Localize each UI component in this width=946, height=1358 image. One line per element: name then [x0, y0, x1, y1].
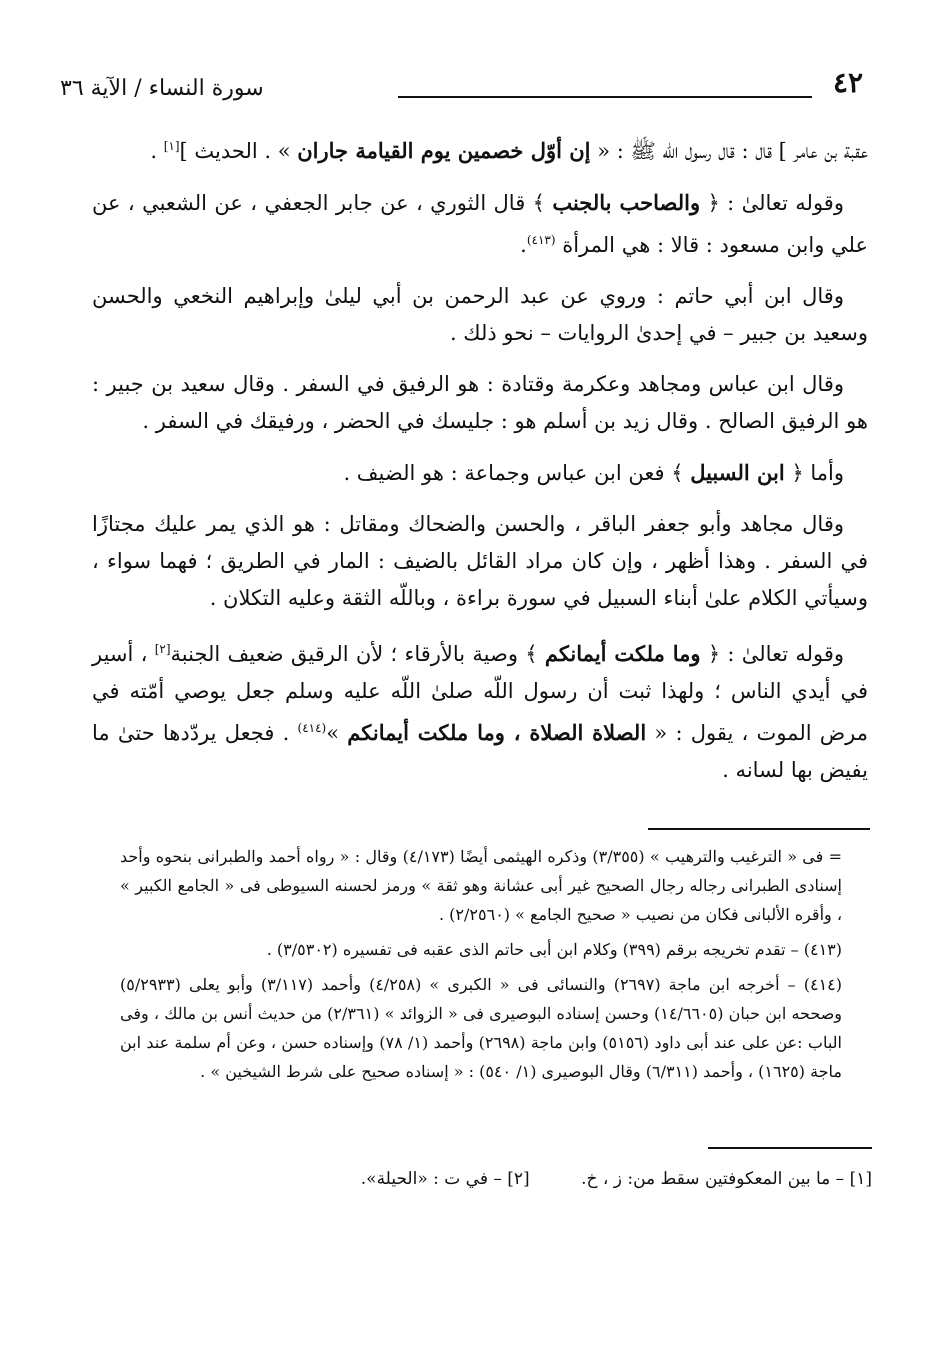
p1-end: » . الحديث ] — [179, 139, 298, 163]
verse-quote: وما ملكت أيمانكم — [544, 641, 701, 666]
paragraph-5 — [92, 454, 868, 492]
note-1: [١] – ما بين المعكوفتين سقط من: ز ، خ. — [581, 1169, 872, 1189]
footnote-414: (٤١٤) – أخرجه ابن ماجة (٢٦٩٧) والنسائى فى « الكبرى » (٤/٢٥٨) وأحمد (٣/١١٧) وأبو يعلى (٥/٢٩٣٣) وصححه ابن حبان (١٤/٦٦٠٥) وحسن إسناده البوصيرى فى « الزوائد » (٢/٣٦١) من حديث أنس بن مالك ، وفى الباب :عن على عند أبى داود (٥١٥٦) وابن ماجة (٢٦٩٨) وأحمد (١/ ٧٨) وإسناده حسن ، وعن أم سلمة عند ابن ماجة (١٦٢٥) ، وأحمد (٦/٣١١) وقال البوصيرى (١/ ٥٤٠) : « إسناده صحيح على شرط الشيخين » . — [120, 975, 843, 1081]
p2-intro: وقوله تعالىٰ : ﴿ — [700, 191, 844, 215]
footnotes — [120, 842, 842, 1092]
paragraph-1 — [92, 128, 868, 170]
paragraph-6: وقال مجاهد وأبو جعفر الباقر ، والحسن والضحاك ومقاتل : هو الذي يمر عليك مجتازًا في السفر . وهذا أظهر ، وإن كان مراد القائل بالضيف : المار في الطريق ؛ فهما سواء ، وسيأتي الكلام علىٰ أبناء السبيل في سورة براءة ، وباللّه الثقة وعليه التكلان . — [92, 512, 868, 610]
p7-rest3: » — [326, 721, 348, 745]
hadith-quote: الصلاة الصلاة ، وما ملكت أيمانكم — [347, 720, 647, 745]
footnote-ref-414: (٤١٤) — [297, 721, 327, 735]
p2-tail: . — [520, 233, 527, 257]
note-2: [٢] – في ت : «الحيلة». — [360, 1169, 530, 1189]
note-ref-1: [١] — [163, 139, 180, 153]
p7-rest1: ﴾ وصية بالأرقاء ؛ لأن الرقيق ضعيف الجنبة — [170, 642, 545, 666]
paragraph-2 — [92, 184, 868, 264]
p7-rest2: ، أسير في أيدي الناس ؛ ولهذا ثبت أن رسول اللّه صلىٰ اللّه عليه وسلم جعل يوصي أمّته في مرض الموت ، يقول : « — [92, 642, 868, 745]
hadith-quote: إن أوّل خصمين يوم القيامة جاران — [297, 138, 591, 163]
header-rule — [398, 96, 812, 98]
footnote-ref-413: (٤١٣) — [526, 233, 556, 247]
verse-quote: ابن السبيل — [690, 460, 785, 485]
footnote-continued: = فى « الترغيب والترهيب » (٣/٣٥٥) وذكره الهيثمى أيضًا (٤/١٧٣) وقال : « رواه أحمد والطبرانى بنحوه وأحد إسنادى الطبرانى رجاله رجال الصحيح غير أبى عشانة وهو ثقة » ورمز لحسنه السيوطى فى « الجامع الكبير » ، وأقره الألبانى فكان من نصيب « صحيح الجامع » (٢/٢٥٦٠) . — [120, 847, 843, 924]
page-number: ٤٢ — [832, 66, 864, 99]
paragraph-4: وقال ابن عباس ومجاهد وعكرمة وقتادة : هو الرفيق في السفر . وقال سعيد بن جبير : هو الرفيق الصالح . وقال زيد بن أسلم هو : جليسك في الحضر ، ورفيقك في السفر . — [92, 372, 868, 433]
p7-rest4: . فجعل يردّدها حتىٰ ما يفيض بها لسانه . — [92, 721, 868, 782]
main-text — [92, 128, 868, 803]
verse-quote: والصاحب بالجنب — [552, 190, 701, 215]
p1-tail: . — [150, 139, 164, 163]
p5-intro: وأما ﴿ — [784, 461, 844, 485]
notes-rule — [708, 1147, 872, 1149]
running-title: سورة النساء / الآية ٣٦ — [60, 76, 264, 101]
paragraph-7 — [92, 631, 868, 789]
note-ref-2: [٢] — [154, 642, 171, 656]
p5-rest: ﴾ فعن ابن عباس وجماعة : هو الضيف . — [343, 461, 691, 485]
editor-notes — [260, 1166, 872, 1192]
p1-intro: عقبة بن عامر ] قال : قال رسول اللّه ﷺ : « — [590, 139, 868, 163]
p7-intro: وقوله تعالىٰ : ﴿ — [700, 642, 845, 666]
footnote-413: (٤١٣) – تقدم تخريجه برقم (٣٩٩) وكلام ابن أبى حاتم الذى عقبه فى تفسيره (٣/٥٣٠٢) . — [266, 940, 842, 959]
p2-rest: ﴾ قال الثوري ، عن جابر الجعفي ، عن الشعبي ، عن علي وابن مسعود : قالا : هي المرأة — [92, 191, 868, 257]
footnote-rule — [648, 828, 870, 830]
paragraph-3: وقال ابن أبي حاتم : وروي عن عبد الرحمن بن أبي ليلىٰ وإبراهيم النخعي والحسن وسعيد بن جبير – في إحدىٰ الروايات – نحو ذلك . — [92, 284, 868, 345]
